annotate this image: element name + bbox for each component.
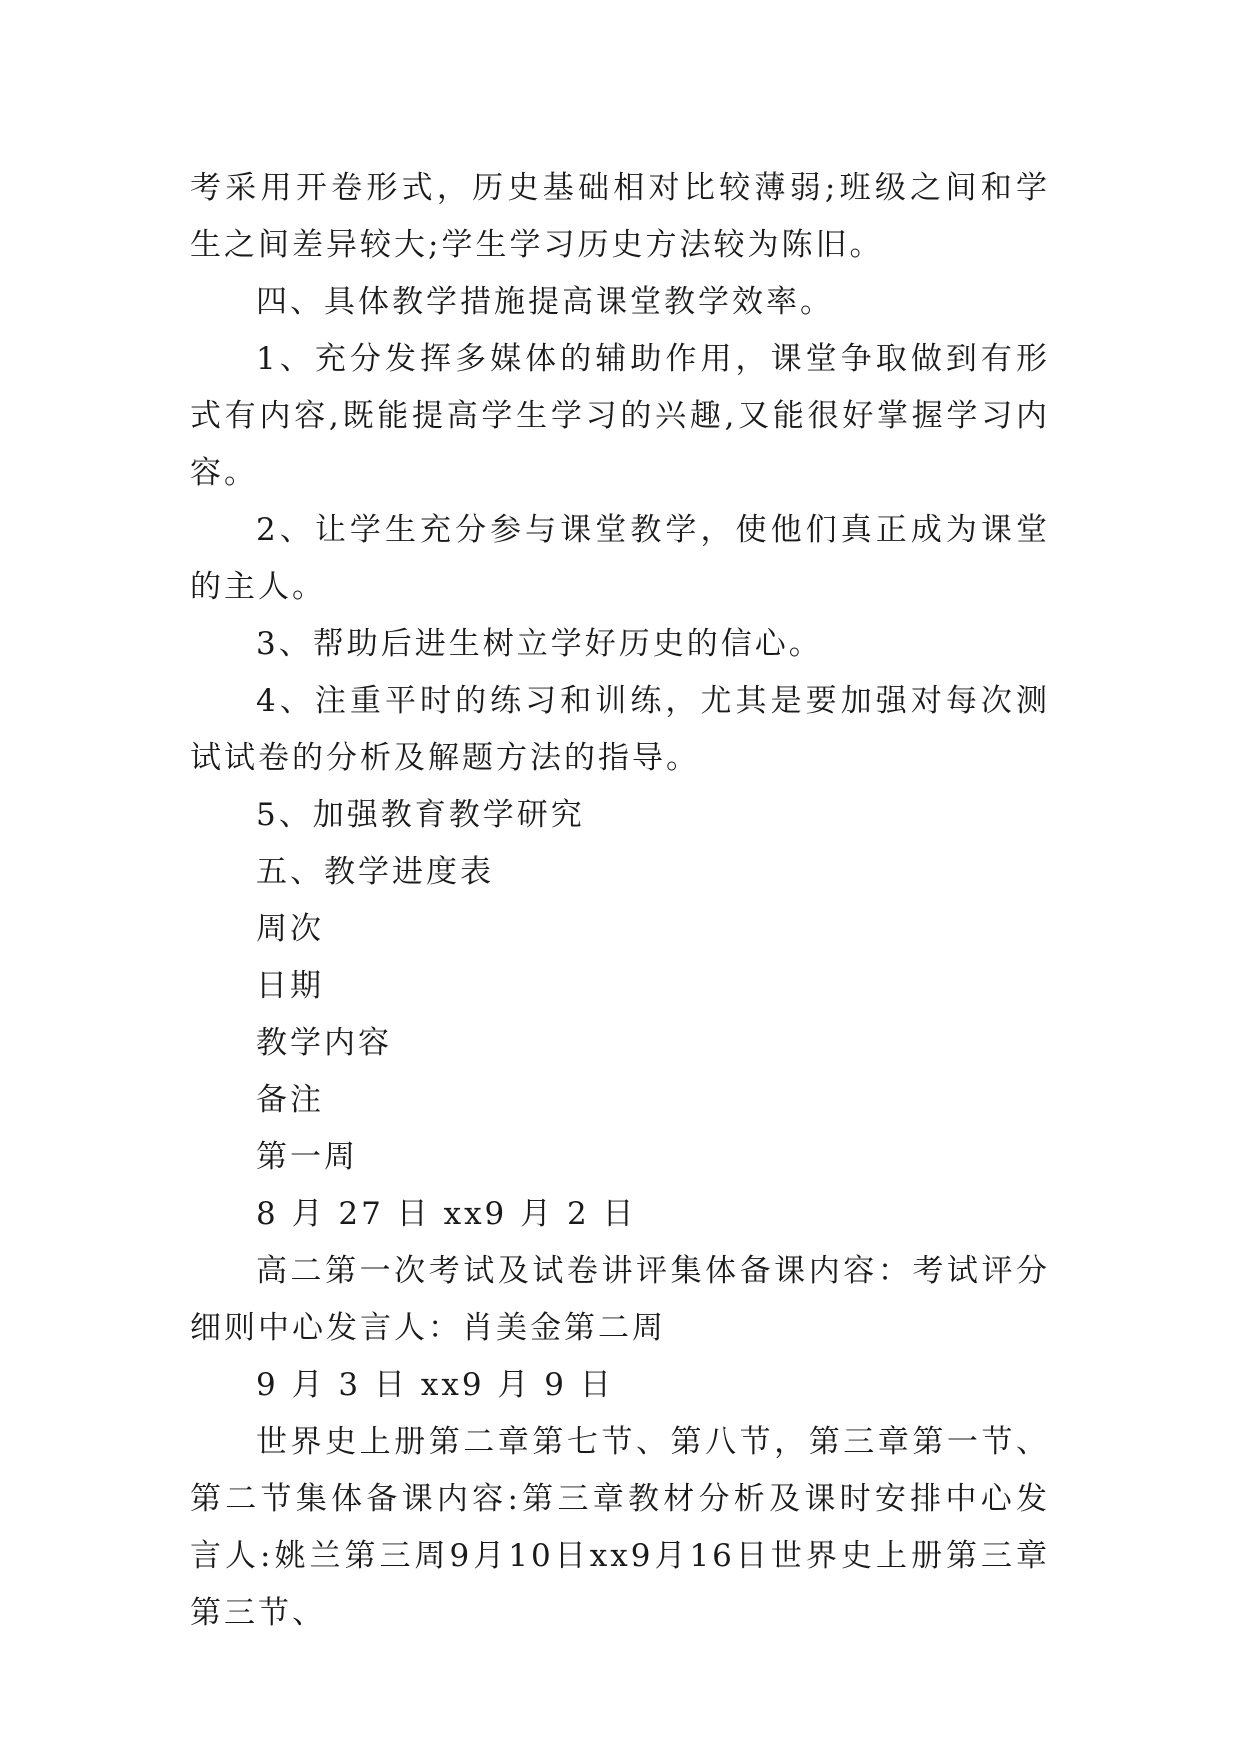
schedule-week-2-content: 世界史上册第二章第七节、第八节，第三章第一节、第二节集体备课内容:第三章教材分析及课时安排中心发言人:姚兰第三周9月10日xx9月16日世界史上册第三章第三节、: [190, 1424, 1050, 1631]
schedule-header-date: 日期: [256, 968, 324, 1004]
schedule-header-content: 教学内容: [256, 1025, 392, 1061]
schedule-header-week: 周次: [256, 911, 324, 947]
section-heading-schedule: 五、教学进度表: [256, 854, 494, 890]
measure-item-1: 1、充分发挥多媒体的辅助作用，课堂争取做到有形式有内容,既能提高学生学习的兴趣,又能很好掌握学习内容。: [190, 341, 1050, 491]
measure-item-4: 4、注重平时的练习和训练，尤其是要加强对每次测试试卷的分析及解题方法的指导。: [190, 683, 1050, 776]
measure-item-5: 5、加强教育教学研究: [256, 797, 585, 833]
schedule-week-2-date: 9 月 3 日 xx9 月 9 日: [256, 1367, 614, 1403]
measure-item-2: 2、让学生充分参与课堂教学，使他们真正成为课堂的主人。: [190, 512, 1050, 605]
measure-item-3: 3、帮助后进生树立学好历史的信心。: [256, 626, 823, 662]
schedule-week-1: 第一周: [256, 1139, 358, 1175]
section-heading-measures: 四、具体教学措施提高课堂教学效率。: [256, 284, 834, 320]
schedule-header-notes: 备注: [256, 1082, 324, 1118]
document-body: [190, 160, 1050, 1642]
schedule-week-1-content: 高二第一次考试及试卷讲评集体备课内容：考试评分细则中心发言人：肖美金第二周: [190, 1253, 1050, 1346]
schedule-week-1-date: 8 月 27 日 xx9 月 2 日: [256, 1196, 637, 1232]
paragraph-continuation: 考采用开卷形式，历史基础相对比较薄弱;班级之间和学生之间差异较大;学生学习历史方法较为陈旧。: [190, 170, 1050, 263]
